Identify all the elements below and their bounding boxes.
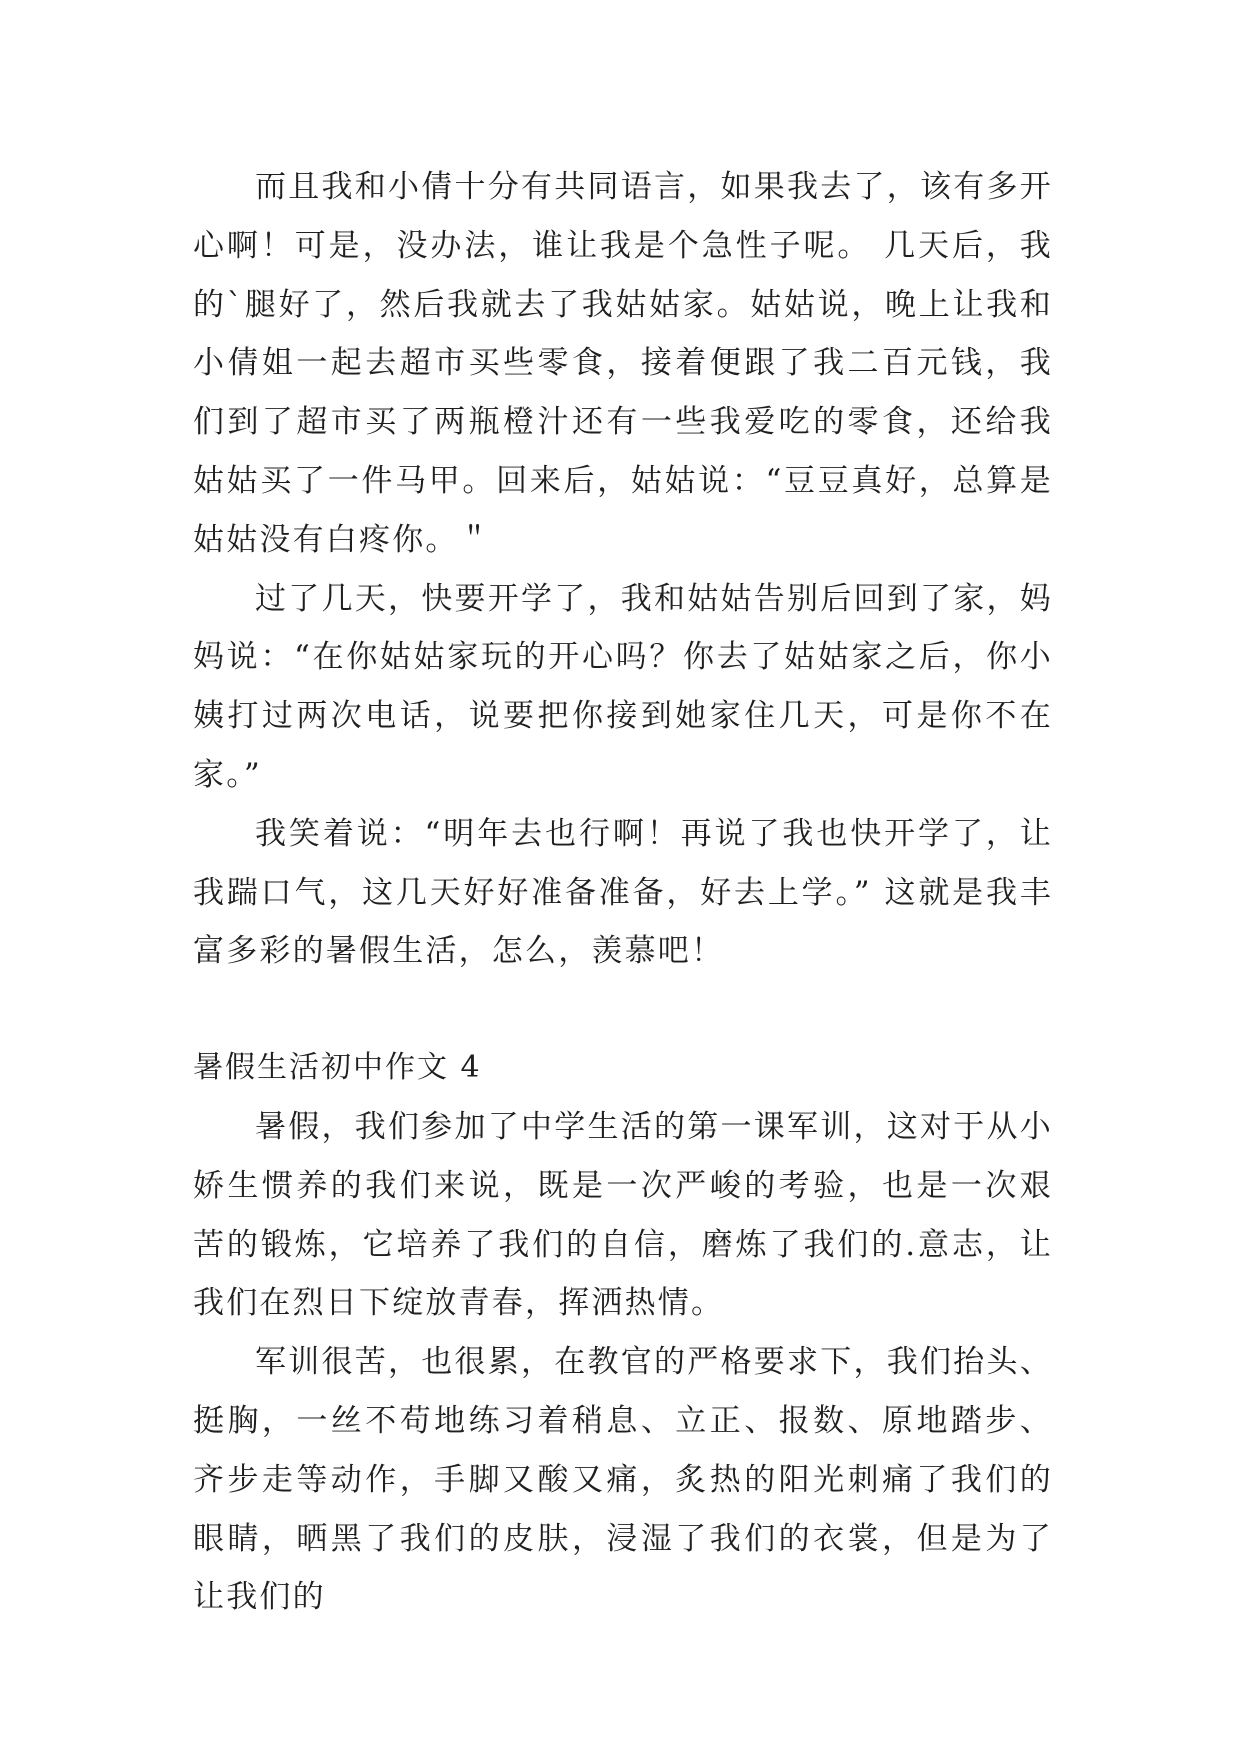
paragraph: 而且我和小倩十分有共同语言，如果我去了，该有多开心啊！可是，没办法，谁让我是个急性子呢。 几天后，我的`腿好了，然后我就去了我姑姑家。姑姑说，晚上让我和小倩姐一起去超市买些零食，接着便跟了我二百元钱，我们到了超市买了两瓶橙汁还有一些我爱吃的零食，还给我姑姑买了一件马甲。回来后，姑姑说：“豆豆真好，总算是姑姑没有白疼你。＂ [193, 169, 1053, 558]
paragraph: 过了几天，快要开学了，我和姑姑告别后回到了家，妈妈说：“在你姑姑家玩的开心吗？你去了姑姑家之后，你小姨打过两次电话，说要把你接到她家住几天，可是你不在家。” [193, 580, 1053, 793]
paragraph: 我笑着说：“明年去也行啊！再说了我也快开学了，让我踹口气，这几天好好准备准备，好去上学。” 这就是我丰富多彩的暑假生活，怎么，羡慕吧！ [193, 815, 1053, 970]
paragraph: 军训很苦，也很累，在教官的严格要求下，我们抬头、挺胸，一丝不苟地练习着稍息、立正、报数、原地踏步、齐步走等动作，手脚又酸又痛，炙热的阳光刺痛了我们的眼睛，晒黑了我们的皮肤，浸湿了我们的衣裳，但是为了让我们的 [193, 1344, 1053, 1616]
section-heading: 暑假生活初中作文 4 [193, 1050, 482, 1086]
document-body [193, 158, 1053, 1627]
paragraph: 暑假，我们参加了中学生活的第一课军训，这对于从小娇生惯养的我们来说，既是一次严峻的考验，也是一次艰苦的锻炼，它培养了我们的自信，磨炼了我们的.意志，让我们在烈日下绽放青春，挥洒热情。 [193, 1108, 1053, 1322]
